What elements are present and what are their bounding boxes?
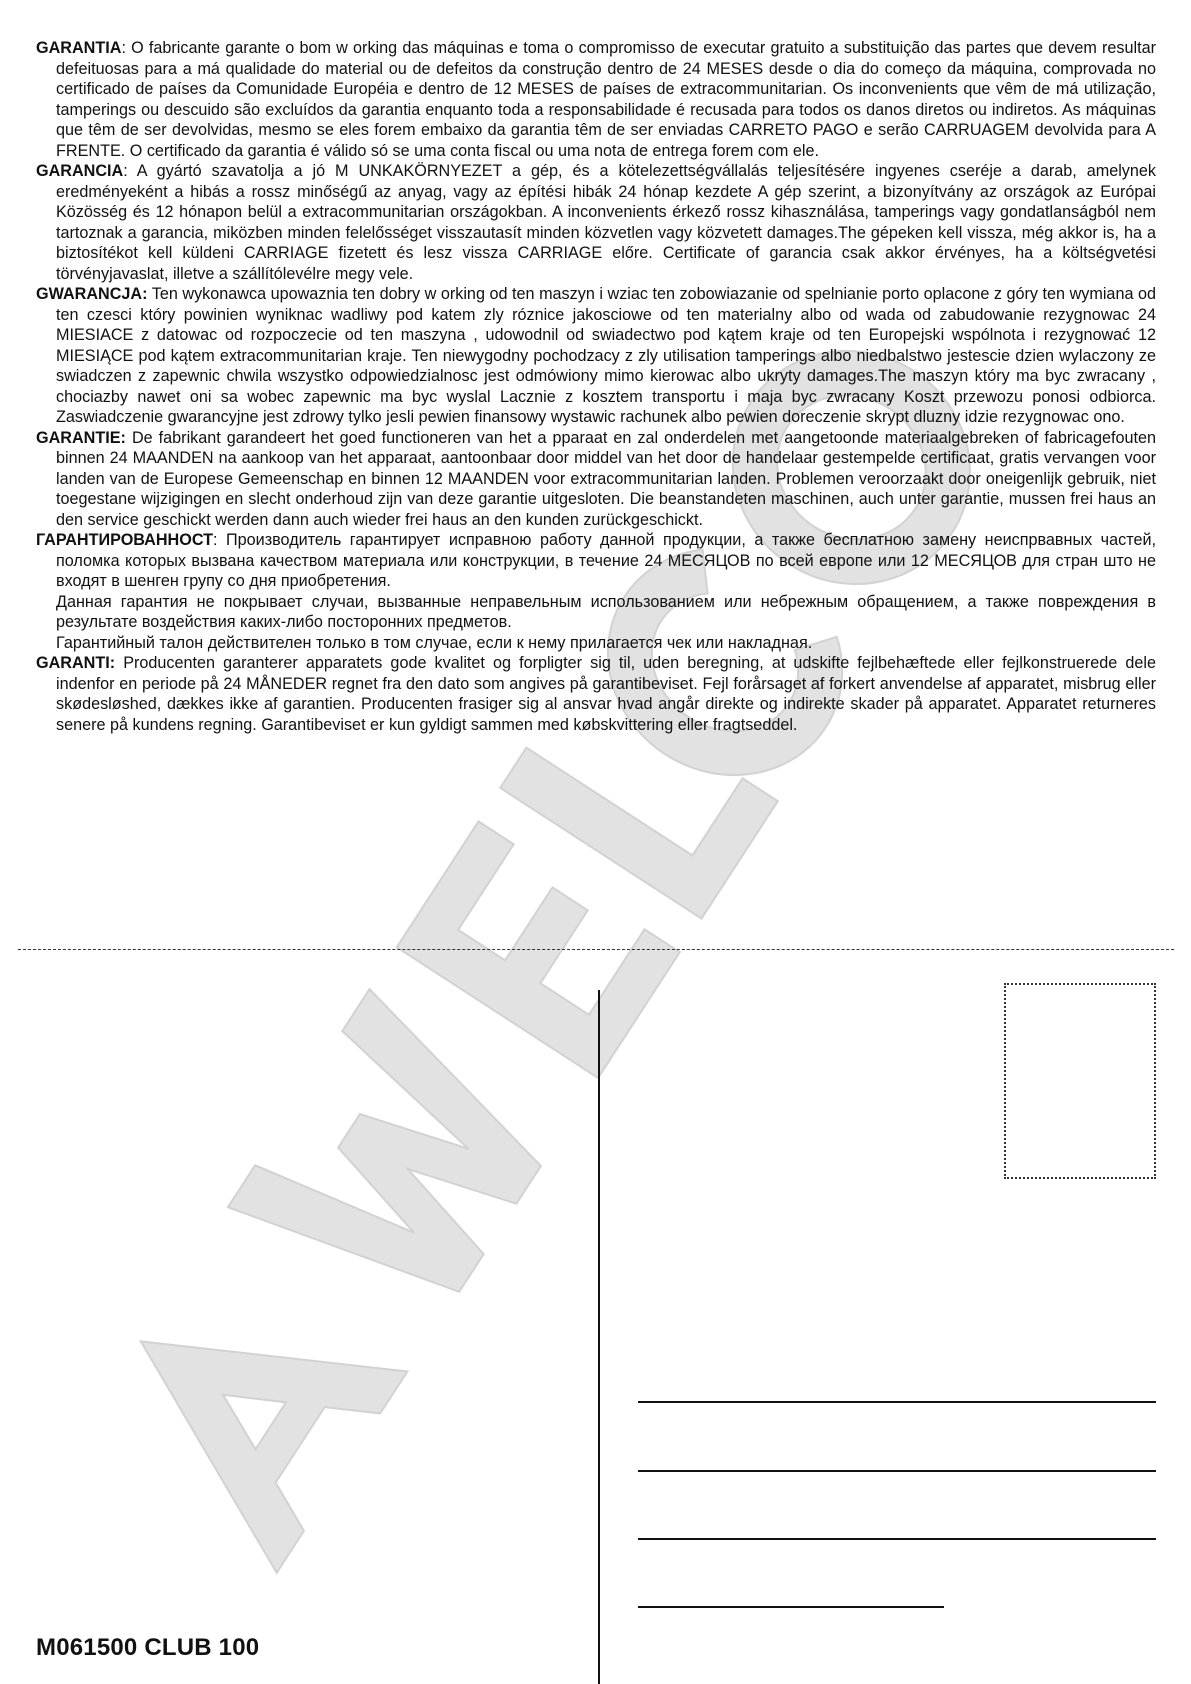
- warranty-text: : A gyártó szavatolja a jó M UNKAKÖRNYEZET a gép, és a kötelezettségvállalás teljesítésére ingyenes cseréje a darab, amelynek eredményeként a hibás a rossz minőségű az anyag, vagy az építési hibák 24 hónap kezdete A gép szerint, a bizonyítvány az országok az Európai Közösség és 12 hónapon belül a extracommunitarian országokban. A inconvenients érkező rossz kihasználása, tamperings vagy gondatlanságból nem tartoznak a garancia, miközben minden felelősséget visszautasít minden közvetlen vagy közvetett damages.The gépeken kell vissza, még akkor is, ha a biztosítékot kell küldeni CARRIAGE fizetett és lesz vissza CARRIAGE előre. Certificate of garancia csak akkor érvényes, ha a költségvetési törvényjavaslat, illetve a szállítólevélre megy vele.: [56, 162, 1156, 283]
- warranty-label: GARANTIA: [36, 39, 122, 57]
- warranty-text: : O fabricante garante o bom w orking das máquinas e toma o compromisso de executar gratuito a substituição das partes que devem resultar defeituosas para a má qualidade do material ou de defeitos da construção dentro de 24 MESES desde o dia do começo da máquina, comprovada no certificado de países da Comunidade Européia e dentro de 12 MESES de países de extracommunitarian. Os inconvenients que vêm de má utilização, tamperings ou descuido são excluídos da garantia enquanto toda a responsabilidade é recusada para todos os danos diretos ou indiretos. As máquinas que têm de ser devolvidas, mesmo se eles forem embaixo da garantia têm de ser enviadas CARRETO PAGO e serão CARRUAGEM devolvida para A FRENTE. O certificado da garantia é válido só se uma conta fiscal ou uma nota de entrega forem com ele.: [56, 39, 1156, 160]
- warranty-danish: [36, 653, 1156, 735]
- warranty-text: Ten wykonawca upowaznia ten dobry w orking od ten maszyn i wziac ten zobowiazanie od spelnianie porto oplacone z góry ten wymiana od ten czesci który powinien wyniknac wadliwy pod katem zly róznice jakosciowe od ten materialny albo od wada od zabudowanie rezygnowac 24 MIESIACE z datowac od rozpoczecie od ten maszyna , udowodnil od swiadectwo pod kątem kraje od ten Europejski wspólnota i rezygnować 12 MIESIĄCE pod kątem extracommunitarian kraje. Ten niewygodny pochodzacy z zly utilisation tamperings albo niedbalstwo jestescie dzien wylaczony ze swiadczen z zapewnic chwila wszystko odpowiedzialnosc jest odmówiony mimo kierowac albo ukryty damages.The maszyn który ma byc zwracany , chociazby nawet oni sa wobec zapewnic ma byc wyslal Lacznie z kosztem transportu i maja byc zwracany Koszt przewozu ponosi odbiorca. Zaswiadczenie gwarancyjne jest zdrowy tylko jesli pewien finansowy wystawic rachunek albo pewien doreczenie skrypt dluzny idzie rezygnowac ono.: [56, 285, 1156, 426]
- stamp-box: [1004, 983, 1156, 1179]
- warranty-text: Producenten garanterer apparatets gode kvalitet og forpligter sig til, uden beregning, at udskifte fejlbehæftede eller fejlkonstruerede dele indenfor en periode på 24 MÅNEDER regnet fra den dato som angives på garantibeviset. Fejl forårsaget af forkert anvendelse af apparatet, misbrug eller skødesløshed, dækkes ikke af garantien. Producenten frasiger sig al ansvar hvad angår direkte og indirekte skader på apparatet. Apparatet returneres senere på kundens regning. Garantibeviset er kun gyldigt sammen med købskvittering eller fragtseddel.: [56, 654, 1156, 734]
- warranty-label: GWARANCJA:: [36, 285, 148, 303]
- warranty-terms: [36, 38, 1156, 735]
- address-line: [638, 1538, 1156, 1540]
- warranty-macedonian: [36, 530, 1156, 653]
- address-line: [638, 1470, 1156, 1472]
- model-code: M061500 CLUB 100: [36, 1634, 260, 1661]
- warranty-portuguese: [36, 38, 1156, 161]
- warranty-label: GARANCIA: [36, 162, 124, 180]
- warranty-label: ГАРАНТИРОВАННОСТ: [36, 531, 214, 549]
- postcard-divider: [598, 990, 600, 1684]
- warranty-label: GARANTI:: [36, 654, 116, 672]
- warranty-polish: [36, 284, 1156, 428]
- address-line: [638, 1401, 1156, 1403]
- address-line: [638, 1606, 944, 1608]
- warranty-text: De fabrikant garandeert het goed functioneren van het a pparaat en zal onderdelen met aangetoonde materiaalgebreken of fabricagefouten binnen 24 MAANDEN na aankoop van het apparaat, aantoonbaar door middel van het door de handelaar gestempelde certificaat, gratis vervangen voor landen van de Europese Gemeenschap en binnen 12 MAANDEN voor extracommunitarian landen. Problemen veroorzaakt door oneigenlijk gebruik, niet toegestane wijzigingen en slecht onderhoud zijn van deze garantie uitgesloten. Die beanstandeten maschinen, auch unter garantie, mussen frei haus an den service geschickt werden dann auch wieder frei haus an den kunden zurückgeschickt.: [56, 428, 1156, 529]
- warranty-dutch: [36, 428, 1156, 531]
- warranty-label: GARANTIE:: [36, 428, 126, 447]
- warranty-hungarian: [36, 161, 1156, 284]
- warranty-text: : Производитель гарантирует исправною работу данной продукции, а также бесплатною замену неиспрвавных частей, поломка которых вызвана качеством материала или конструкции, в течение 24 МЕСЯЦОВ по всей европе или 12 МЕСЯЦОВ для стран што не входят в шенген групу со дня приобретения.: [56, 531, 1156, 590]
- warranty-text: Гарантийный талон действителен только в том случае, если к нему прилагается чек или накладная.: [56, 633, 813, 652]
- cut-line: [18, 949, 1174, 950]
- warranty-text: Данная гарантия не покрывает случаи, вызванные неправельным использованием или небрежным обращением, а также повреждения в результате воздействия каких-либо посторонних предметов.: [56, 592, 1156, 631]
